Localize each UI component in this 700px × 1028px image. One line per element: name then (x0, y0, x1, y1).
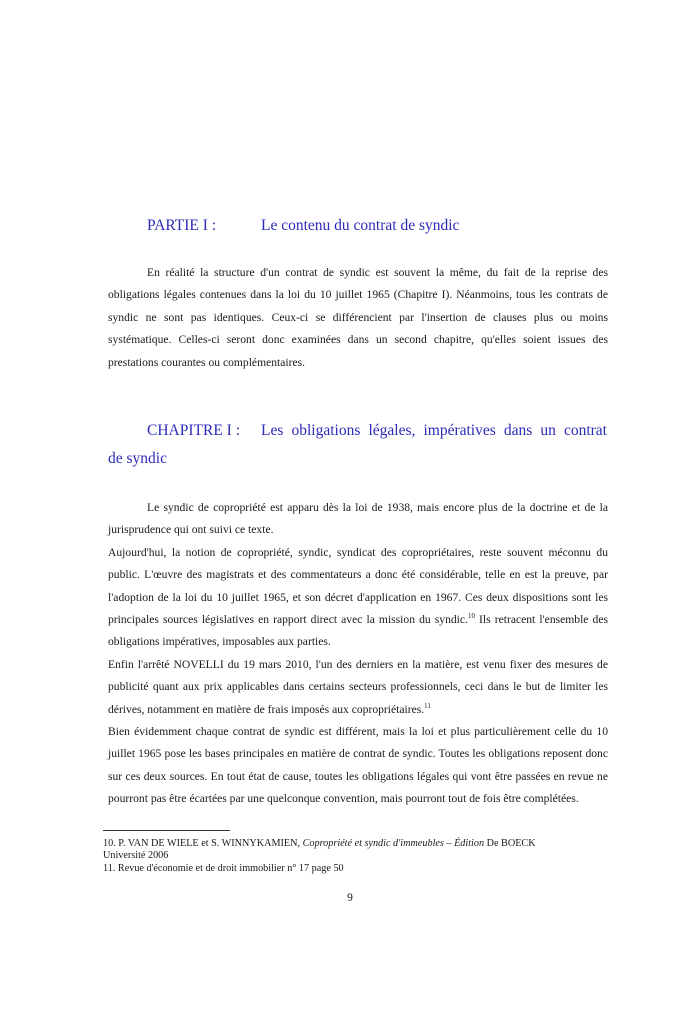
footnote-ref-10[interactable]: 10 (467, 612, 475, 621)
partie-label: PARTIE I : (147, 217, 217, 234)
footnote-separator (103, 830, 230, 831)
footnotes (103, 838, 603, 875)
partie-title: Le contenu du contrat de syndic (261, 217, 460, 234)
chapitre-title-line1: Les obligations légales, impératives dans un contrat (261, 422, 607, 439)
body-paragraph-1: Le syndic de copropriété est apparu dès la loi de 1938, mais encore plus de la doctrine et de la jurisprudence qui ont suivi ce texte. (108, 501, 608, 537)
body-paragraph-4: Bien évidemment chaque contrat de syndic est différent, mais la loi et plus particulièrement celle du 10 juillet 1965 pose les bases principales en matière de contrat de syndic. Toutes les obligations reposent donc sur ces deux sources. En tout état de cause, toutes les obligations légales qui vont être passées en revue ne pourront pas être écartées par une quelconque convention, mais pourront tout de fois être complétées. (108, 725, 608, 806)
footnote-ref-11[interactable]: 11 (424, 701, 431, 710)
partie-heading (0, 213, 700, 239)
intro-paragraph: En réalité la structure d'un contrat de syndic est souvent la même, du fait de la reprise des obligations légales contenues dans la loi du 10 juillet 1965 (Chapitre I). Néanmoins, tous les contrats de syndic ne sont pas identiques. Ceux-ci se différencient par l'insertion de clauses plus ou moins systématique. Celles-ci seront donc examinées dans un second chapitre, qu'elles soient issues des prestations courantes ou complémentaires. (108, 266, 608, 369)
chapitre-heading (0, 418, 700, 478)
chapitre-label: CHAPITRE I : (147, 422, 240, 439)
body-paragraph-3: Enfin l'arrêté NOVELLI du 19 mars 2010, l'un des derniers en la matière, est venu fixer des mesures de publicité quant aux prix applicables dans certains secteurs professionnels, ceci dans le but de limiter les dérives, notamment en matière de frais imposés aux copropriétaires.$^{11}$ (108, 657, 608, 716)
body-paragraph-2: Aujourd'hui, la notion de copropriété, syndic, syndicat des copropriétaires, reste souvent méconnu du public. L'œuvre des magistrats et des commentateurs a donc été considérable, telle en est la preuve, par l'adoption de la loi du 10 juillet 1965, et son décret d'application en 1967. Ces deux dispositions sont les principales sources législatives en rapport direct avec la mission du syndic.$^{10}$ Ils retracent l'ensemble des obligations impératives, imposables aux parties. (108, 545, 608, 649)
chapitre-title-line2: de syndic (108, 450, 167, 467)
chapitre-body (108, 497, 608, 811)
footnote-10: 10. P. VAN DE WIELE et S. WINNYKAMIEN, Copropriété et syndic d'immeubles – Édition De BOECK Université 2006 (103, 838, 536, 862)
footnote-11: 11. Revue d'économie et de droit immobilier n° 17 page 50 (103, 862, 344, 874)
page-number: 9 (347, 892, 353, 904)
